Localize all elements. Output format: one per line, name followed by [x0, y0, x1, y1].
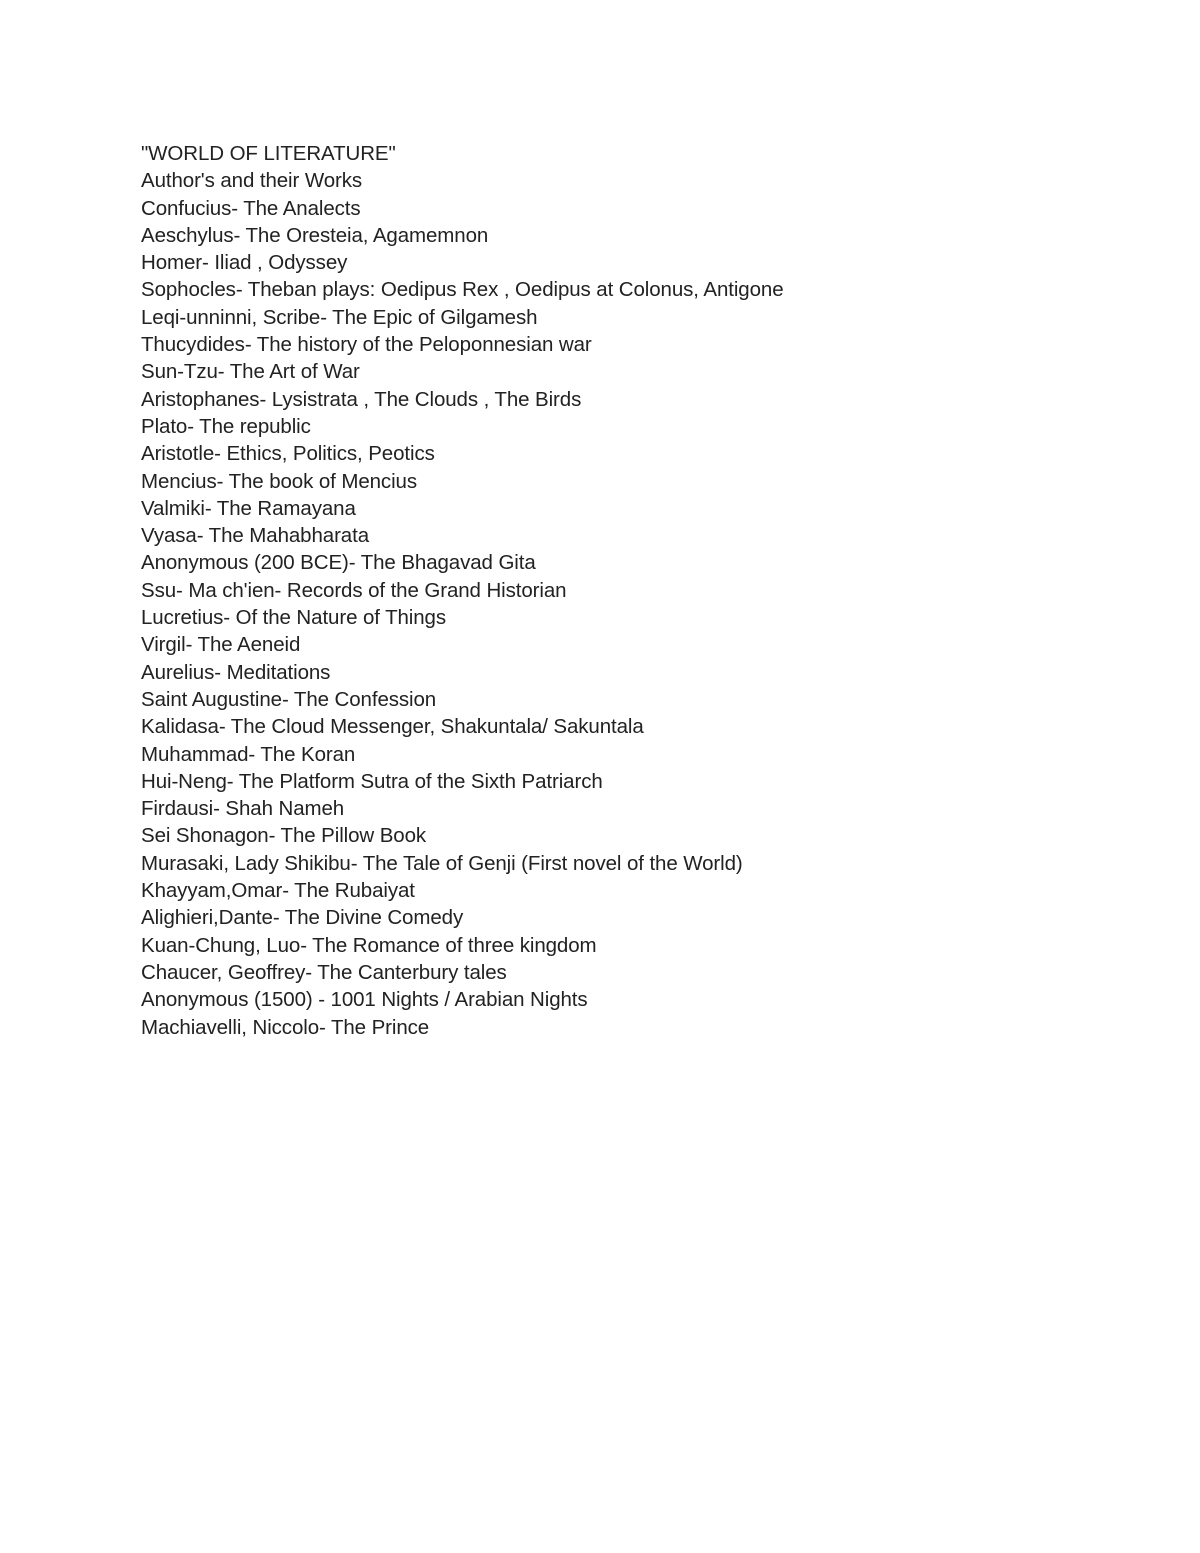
document-title: "WORLD OF LITERATURE"	[141, 142, 396, 165]
author-work-entry: Lucretius- Of the Nature of Things	[141, 606, 447, 630]
author-work-entry: Aeschylus- The Oresteia, Agamemnon	[141, 223, 489, 247]
author-work-entry: Kuan-Chung, Luo- The Romance of three kingdom	[141, 933, 597, 957]
author-work-entry: Alighieri,Dante- The Divine Comedy	[141, 906, 464, 930]
author-work-entry: Vyasa- The Mahabharata	[141, 524, 369, 548]
author-work-entry: Anonymous (200 BCE)- The Bhagavad Gita	[141, 551, 536, 575]
author-work-entry: Machiavelli, Niccolo- The Prince	[141, 1015, 430, 1039]
author-work-entry: Muhammad- The Koran	[141, 742, 356, 766]
author-work-entry: Hui-Neng- The Platform Sutra of the Sixth Patriarch	[141, 769, 603, 793]
author-work-entry: Valmiki- The Ramayana	[141, 496, 356, 520]
author-work-entry: Mencius- The book of Mencius	[141, 469, 417, 493]
author-work-entry: Sun-Tzu- The Art of War	[141, 360, 360, 384]
author-work-entry: Aurelius- Meditations	[141, 660, 331, 684]
author-work-entry: Aristophanes- Lysistrata , The Clouds , The Birds	[141, 387, 582, 411]
author-work-entry: Saint Augustine- The Confession	[141, 687, 437, 711]
document-subtitle: Author's and their Works	[141, 169, 363, 193]
author-work-entry: Homer- Iliad , Odyssey	[141, 251, 348, 275]
author-work-entry: Khayyam,Omar- The Rubaiyat	[141, 879, 415, 903]
author-work-entry: Plato- The republic	[141, 414, 311, 438]
author-work-entry: Chaucer, Geoffrey- The Canterbury tales	[141, 960, 507, 984]
author-work-entry: Kalidasa- The Cloud Messenger, Shakuntala/ Sakuntala	[141, 715, 644, 739]
author-work-entry: Murasaki, Lady Shikibu- The Tale of Genji (First novel of the World)	[141, 851, 743, 875]
author-work-entry: Sophocles- Theban plays: Oedipus Rex , Oedipus at Colonus, Antigone	[141, 278, 784, 302]
author-work-entry: Leqi-unninni, Scribe- The Epic of Gilgamesh	[141, 305, 538, 329]
author-work-entry: Firdausi- Shah Nameh	[141, 797, 345, 821]
author-work-entry: Anonymous (1500) - 1001 Nights / Arabian Nights	[141, 988, 588, 1012]
author-work-entry: Ssu- Ma ch'ien- Records of the Grand Historian	[141, 578, 567, 602]
author-work-entry: Sei Shonagon- The Pillow Book	[141, 824, 427, 848]
author-work-entry: Confucius- The Analects	[141, 196, 361, 220]
author-work-entry: Virgil- The Aeneid	[141, 633, 301, 657]
author-work-entry: Aristotle- Ethics, Politics, Peotics	[141, 442, 435, 466]
author-work-entry: Thucydides- The history of the Peloponnesian war	[141, 333, 592, 357]
document-body	[141, 140, 1121, 1041]
